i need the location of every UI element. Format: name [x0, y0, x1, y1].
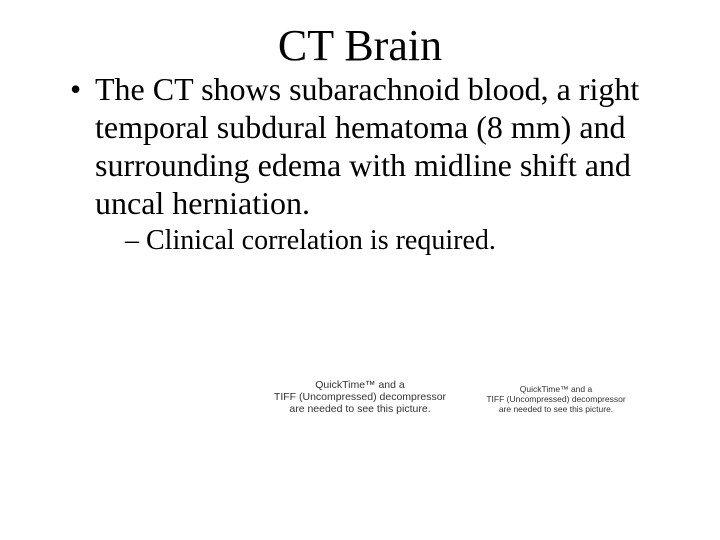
placeholder-line: QuickTime™ and a [519, 384, 593, 394]
bullet-marker: • [70, 71, 82, 107]
image-placeholder-right [476, 385, 636, 414]
bullet-text: The CT shows subarachnoid blood, a right temporal subdural hematoma (8 mm) and surrounding edema with midline shift and uncal herniation. [95, 71, 640, 221]
placeholder-line: QuickTime™ and a [315, 379, 405, 391]
placeholder-line: are needed to see this picture. [498, 403, 614, 414]
slide-title: CT Brain [277, 21, 443, 70]
image-placeholder-left [258, 379, 462, 415]
sub-bullet-item [125, 224, 685, 258]
placeholder-line: TIFF (Uncompressed) decompressor [273, 391, 447, 404]
sub-bullet-marker: – [125, 225, 139, 256]
placeholder-line: are needed to see this picture. [289, 403, 431, 416]
sub-bullet-text: Clinical correlation is required. [146, 225, 496, 256]
placeholder-line: TIFF (Uncompressed) decompressor [486, 393, 626, 404]
